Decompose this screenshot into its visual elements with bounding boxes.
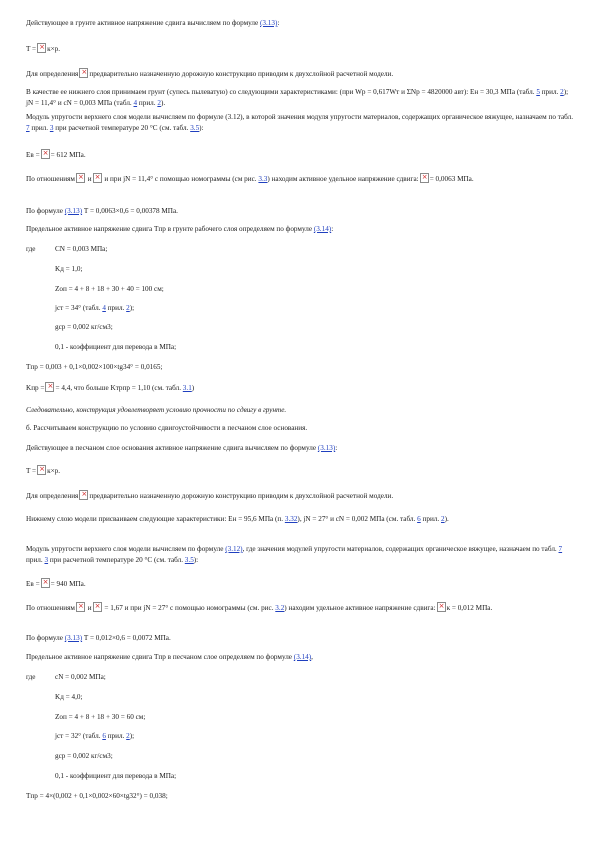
link-app-2[interactable]: 2 — [157, 98, 161, 107]
broken-image-icon — [93, 173, 102, 183]
broken-image-icon — [93, 602, 102, 612]
section-b-heading: б. Рассчитываем конструкцию по условию сдвигоустойчивости в песчаном слое основания. — [26, 424, 308, 432]
link-app-2[interactable]: 2 — [126, 304, 130, 312]
paragraph-intro: Действующее в грунте активное напряжение сдвига вычисляем по формуле (3.13): — [26, 19, 280, 27]
broken-image-icon — [37, 465, 46, 475]
where-jst: jст = 34° (табл. 4 прил. 2); — [55, 304, 135, 312]
link-table-6[interactable]: 6 — [102, 732, 106, 740]
broken-image-icon — [76, 602, 85, 612]
broken-image-icon — [437, 602, 446, 612]
formula-ev: Eв =× = 612 МПа. — [26, 149, 574, 161]
where-zop: Zоп = 4 + 8 + 18 + 30 + 40 = 100 см; — [55, 285, 164, 293]
paragraph-upper-modulus-2: Модуль упругости верхнего слоя модели вычисляем по формуле (3.12), где значения модулей упругости материалов, содержащих органическое вяжущее, назначаем по табл. 7 прил. 3 при расчетной температуре 20 °С (см. табл. 3.5): — [26, 545, 563, 564]
where-kd: Kд = 1,0; — [55, 265, 83, 273]
link-formula-3-13[interactable]: (3.13) — [64, 207, 83, 215]
link-table-3-5[interactable]: 3.5 — [184, 555, 194, 564]
formula-t-value: По формуле (3.13) T = 0,0063×0,6 = 0,00378 МПа. — [26, 207, 178, 215]
link-table-4[interactable]: 4 — [133, 98, 138, 107]
link-fig-3-3[interactable]: 3.3 — [258, 175, 268, 183]
link-formula-3-13[interactable]: (3.13) — [64, 634, 83, 642]
link-app-3[interactable]: 3 — [44, 555, 49, 564]
broken-image-icon — [76, 173, 85, 183]
broken-image-icon — [41, 149, 50, 159]
link-app-3[interactable]: 3 — [49, 123, 54, 132]
formula-t-value-2: По формуле (3.13) T = 0,012×0,6 = 0,0072 МПа. — [26, 634, 171, 642]
formula-tpr: Tпр = 0,003 + 0,1×0,002×100×tg34° = 0,0165; — [26, 363, 163, 371]
paragraph-sand-intro: Действующее в песчаном слое основания активное напряжение сдвига вычисляем по формуле (3.13): — [26, 444, 338, 452]
paragraph-lower-layer-2: Нижнему слою модели присваиваем следующие характеристики: Eн = 95,6 МПа (п. 3.32), jN = 27° и cN = 0,002 МПа (см. табл. 6 прил. 2). — [26, 515, 449, 523]
link-table-7[interactable]: 7 — [26, 123, 30, 132]
paragraph-model-2: Для определения× предварительно назначенную дорожную конструкцию приводим к двухслойной расчетной модели. — [26, 490, 574, 502]
where-cn: где CN = 0,003 МПа; — [26, 245, 108, 253]
link-formula-3-14[interactable]: (3.14) — [313, 225, 332, 233]
broken-image-icon — [37, 43, 46, 53]
formula-tpr-2: Tпр = 4×(0,002 + 0,1×0,002×60×tg32°) = 0,038; — [26, 792, 168, 800]
paragraph-upper-modulus: Модуль упругости верхнего слоя модели вычисляем по формуле (3.12), в которой значения модуля упругости материалов, содержащих органическое вяжущее, назначаем по табл. 7 прил. 3 при расчетной температуре 20 °С (см. табл. 3.5): — [26, 113, 574, 132]
link-fig-3-2[interactable]: 3.2 — [275, 604, 285, 612]
paragraph-ratios: По отношениям× и× и при jN = 11,4° с помощью номограммы (см рис. 3.3) находим активное удельное напряжение сдвига:× = 0,0063 МПа. — [26, 173, 574, 185]
formula-t: T =× к×р. — [26, 43, 574, 55]
broken-image-icon — [79, 490, 88, 500]
formula-t-2: T =× к×р. — [26, 465, 574, 477]
paragraph-tpr: Предельное активное напряжение сдвига Tпр в грунте рабочего слоя определяем по формуле (3.14): — [26, 225, 334, 233]
paragraph-ratios-2: По отношениям× и× = 1,67 и при jN = 27° с помощью номограммы (см. рис. 3.2) находим удельное активное напряжение сдвига:× к = 0,012 МПа. — [26, 602, 574, 614]
formula-ev-2: Eв =× = 940 МПа. — [26, 578, 574, 590]
link-table-4[interactable]: 4 — [102, 304, 106, 312]
link-app-2[interactable]: 2 — [126, 732, 130, 740]
where-gcp-2: gср = 0,002 кг/см3; — [55, 752, 113, 760]
paragraph-tpr-2: Предельное активное напряжение сдвига Tпр в песчаном слое определяем по формуле (3.14), — [26, 653, 313, 661]
paragraph-lower-layer: В качестве ее нижнего слоя принимаем грунт (супесь пылеватую) со следующими характеристиками: (при Wp = 0,617Wт и ΣNp = 4820000 авт): Eн = 30,3 МПа (табл. 5 прил. 2); jN = 11,4° и cN = 0,003 МПа (табл. 4 прил. 2). — [26, 88, 569, 107]
where-kd-2: Kд = 4,0; — [55, 693, 83, 701]
where-cn-2: где cN = 0,002 МПа; — [26, 673, 106, 681]
where-coef-2: 0,1 - коэффициент для перевода в МПа; — [55, 772, 177, 780]
link-table-3-1[interactable]: 3.1 — [182, 384, 192, 392]
link-formula-3-12[interactable]: (3.12) — [225, 545, 243, 553]
where-jst-2: jст = 32° (табл. 6 прил. 2); — [55, 732, 135, 740]
broken-image-icon — [420, 173, 429, 183]
link-formula-3-13[interactable]: (3.13) — [317, 444, 336, 452]
paragraph-model: Для определения× предварительно назначенную дорожную конструкцию приводим к двухслойной расчетной модели. — [26, 68, 574, 80]
where-coef: 0,1 - коэффициент для перевода в МПа; — [55, 343, 177, 351]
link-app-2[interactable]: 2 — [440, 515, 445, 523]
where-zop-2: Zоп = 4 + 8 + 18 + 30 = 60 см; — [55, 713, 146, 721]
broken-image-icon — [41, 578, 50, 588]
formula-kpr: Kпр =× = 4,4, что больше Kтрпр = 1,10 (см. табл. 3.1) — [26, 382, 574, 394]
link-table-7[interactable]: 7 — [558, 545, 563, 553]
link-app-2[interactable]: 2 — [560, 88, 564, 96]
where-gcp: gср = 0,002 кг/см3; — [55, 323, 113, 331]
link-table-3-5[interactable]: 3.5 — [190, 123, 200, 132]
conclusion: Следовательно, конструкция удовлетворяет условию прочности по сдвигу в грунте. — [26, 406, 287, 414]
broken-image-icon — [45, 382, 54, 392]
link-formula-3-14[interactable]: (3.14) — [293, 653, 312, 661]
link-table-5[interactable]: 5 — [536, 88, 540, 96]
link-p-3-32[interactable]: 3.32 — [284, 515, 298, 523]
link-table-6[interactable]: 6 — [417, 515, 421, 523]
broken-image-icon — [79, 68, 88, 78]
link-formula-3-13[interactable]: (3.13) — [260, 19, 278, 27]
